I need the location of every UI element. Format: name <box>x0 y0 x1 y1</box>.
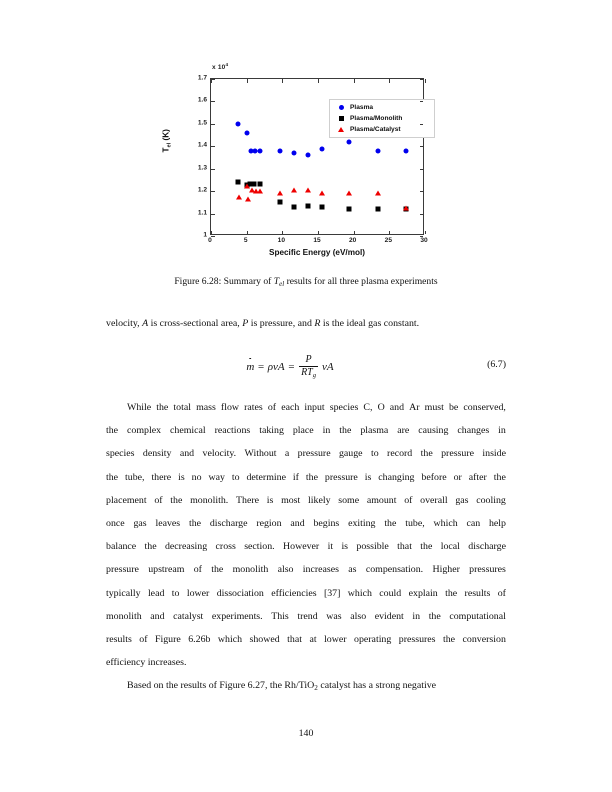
body-line-velocity <box>106 312 506 335</box>
data-point-triangle <box>403 205 409 210</box>
body-paragraphs <box>106 396 506 697</box>
caption-symbol-sub: el <box>279 280 285 288</box>
body-line: balance the decreasing cross section. However it is possible that the local discharge <box>106 541 506 553</box>
y-tick-label: 1.4 <box>197 141 207 149</box>
data-point-circle <box>245 130 250 135</box>
x-tick-mark <box>318 231 319 235</box>
equation-fraction <box>299 355 318 378</box>
caption-text-2: results for all three plasma experiments <box>286 276 438 287</box>
data-point-circle <box>258 149 263 154</box>
data-point-square <box>347 207 352 212</box>
equation-numerator: P <box>305 354 312 365</box>
data-point-circle <box>319 146 324 151</box>
equation-denominator: $RT_g$ <box>301 366 317 379</box>
legend-marker-square-icon <box>334 116 348 121</box>
paragraph2-subscript: 2 <box>314 684 318 693</box>
data-point-circle <box>292 151 297 156</box>
x-tick-label: 5 <box>243 237 248 244</box>
legend-marker-triangle-icon <box>334 127 348 132</box>
equation-mdot: m <box>246 360 255 373</box>
body-line: monolith and catalyst experiments. This trend was also evident in the computational <box>106 610 506 622</box>
legend-item-catalyst <box>334 124 431 135</box>
x-axis-title: Specific Energy (eV/mol) <box>268 248 365 257</box>
body-line: While the total mass flow rates of each input species C, O and Ar must be conserved, <box>127 402 506 413</box>
x-tick-mark <box>247 79 248 83</box>
data-point-square <box>319 204 324 209</box>
x-tick-label: 15 <box>313 237 321 244</box>
velocity-a: velocity, <box>106 318 140 329</box>
y-tick-label: 1.5 <box>197 119 207 127</box>
plot-area <box>210 78 424 235</box>
equation-equals-1: = <box>257 360 265 373</box>
velocity-c: is cross-sectional area, <box>150 318 240 329</box>
data-point-triangle <box>257 189 263 194</box>
data-point-square <box>292 204 297 209</box>
figure-6-28 <box>0 62 612 262</box>
data-point-triangle <box>305 188 311 193</box>
x-tick-mark <box>389 231 390 235</box>
y-tick-label: 1.7 <box>197 74 207 82</box>
y-tick-mark <box>211 169 215 170</box>
data-point-circle <box>375 149 380 154</box>
legend-label-catalyst: Plasma/Catalyst <box>350 126 401 133</box>
data-point-triangle <box>346 191 352 196</box>
equation-trailing: vA <box>322 360 334 373</box>
x-tick-label: 30 <box>420 237 428 244</box>
caption-symbol: T <box>273 276 280 287</box>
legend-item-monolith <box>334 113 431 124</box>
x-tick-mark <box>389 79 390 83</box>
y-tick-label: 1.1 <box>197 209 207 217</box>
data-point-square <box>375 207 380 212</box>
x-tick-mark <box>211 79 212 83</box>
velocity-var-a: A <box>142 318 149 329</box>
x-tick-mark <box>282 231 283 235</box>
data-point-square <box>278 200 283 205</box>
y-tick-mark <box>211 191 215 192</box>
chart-legend <box>329 99 435 138</box>
data-point-triangle <box>375 191 381 196</box>
data-point-triangle <box>236 195 242 200</box>
y-tick-mark <box>420 101 424 102</box>
y-tick-label: 1 <box>203 231 207 239</box>
y-tick-mark <box>420 214 424 215</box>
velocity-g: is the ideal gas constant. <box>322 318 420 329</box>
y-tick-label: 1.2 <box>197 186 207 194</box>
y-tick-mark <box>211 101 215 102</box>
data-point-circle <box>403 149 408 154</box>
x-tick-mark <box>318 79 319 83</box>
equation-equals-2: = <box>287 360 296 373</box>
body-line: pressure upstream of the monolith also increases as compensation. Higher pressures <box>106 564 506 576</box>
x-tick-mark <box>211 231 212 235</box>
y-tick-mark <box>211 124 215 125</box>
body-line-paragraph2 <box>106 674 506 697</box>
x-tick-mark <box>425 231 426 235</box>
data-point-triangle <box>291 188 297 193</box>
data-point-circle <box>236 121 241 126</box>
x-tick-mark <box>282 79 283 83</box>
y-axis-title: $T_{el}$ (K) <box>161 129 173 153</box>
caption-prefix: Figure 6.28: <box>174 276 222 287</box>
caption-text-1: Summary of <box>223 276 272 287</box>
body-line: results of Figure 6.26b which showed that at lower operating pressures the conversion <box>106 633 506 645</box>
y-tick-label: 1.3 <box>197 164 207 172</box>
x-tick-mark <box>247 231 248 235</box>
equation-row-6-7 <box>106 355 506 385</box>
y-tick-mark <box>420 79 424 80</box>
x-tick-label: 25 <box>384 237 392 244</box>
y-tick-mark <box>420 124 424 125</box>
legend-label-monolith: Plasma/Monolith <box>350 115 403 122</box>
equation-rho-v-a: ρvA <box>267 360 285 373</box>
equation-6-7 <box>106 355 474 378</box>
body-text <box>106 312 506 335</box>
page-number: 140 <box>298 728 314 739</box>
data-point-triangle <box>245 196 251 201</box>
body-line: species density and velocity. Without a pressure gauge to record the pressure inside <box>106 448 506 460</box>
equation-number: (6.7) <box>487 359 506 370</box>
legend-marker-circle-icon <box>334 105 348 110</box>
y-tick-mark <box>211 214 215 215</box>
data-point-circle <box>347 139 352 144</box>
body-line: the complex chemical reactions taking place in the plasma are causing changes in <box>106 425 506 437</box>
data-point-circle <box>306 153 311 158</box>
legend-label-plasma: Plasma <box>350 104 374 111</box>
y-tick-mark <box>211 146 215 147</box>
legend-item-plasma <box>334 102 431 113</box>
data-point-square <box>251 181 256 186</box>
scatter-chart <box>161 62 440 262</box>
body-line: efficiency increases. <box>106 657 187 669</box>
x-tick-mark <box>354 231 355 235</box>
x-tick-label: 10 <box>277 237 285 244</box>
body-line: once gas leaves the discharge region and begins exiting the tube, which can help <box>106 517 506 529</box>
body-line: typically lead to lower dissociation efficiencies [37] which could explain the results of <box>106 587 506 599</box>
y-tick-mark <box>420 169 424 170</box>
y-axis-tick-labels <box>184 74 207 239</box>
x-tick-mark <box>354 79 355 83</box>
body-line: the tube, there is no way to determine if the pressure is changing before or after the <box>106 471 506 483</box>
x-tick-mark <box>425 79 426 83</box>
y-tick-mark <box>420 146 424 147</box>
paragraph2-text-a: Based on the results of Figure 6.27, the Rh/TiO <box>127 680 315 692</box>
data-point-square <box>306 203 311 208</box>
data-point-square <box>236 180 241 185</box>
y-tick-label: 1.6 <box>197 96 207 104</box>
data-point-triangle <box>319 191 325 196</box>
velocity-var-r: R <box>314 318 321 329</box>
y-axis-multiplier: x $10^4$ <box>212 62 229 72</box>
velocity-var-p: P <box>242 318 249 329</box>
x-tick-label: 0 <box>208 237 212 244</box>
body-line: placement of the monolith. There is most likely some amount of overall gas cooling <box>106 494 506 506</box>
x-tick-label: 20 <box>348 237 357 244</box>
data-point-triangle <box>277 191 283 196</box>
y-tick-mark <box>420 191 424 192</box>
velocity-e: is pressure, and <box>250 318 312 329</box>
data-point-circle <box>278 149 283 154</box>
data-point-square <box>257 182 262 187</box>
figure-caption <box>0 276 612 287</box>
paragraph2-text-b: catalyst has a strong negative <box>317 680 437 692</box>
